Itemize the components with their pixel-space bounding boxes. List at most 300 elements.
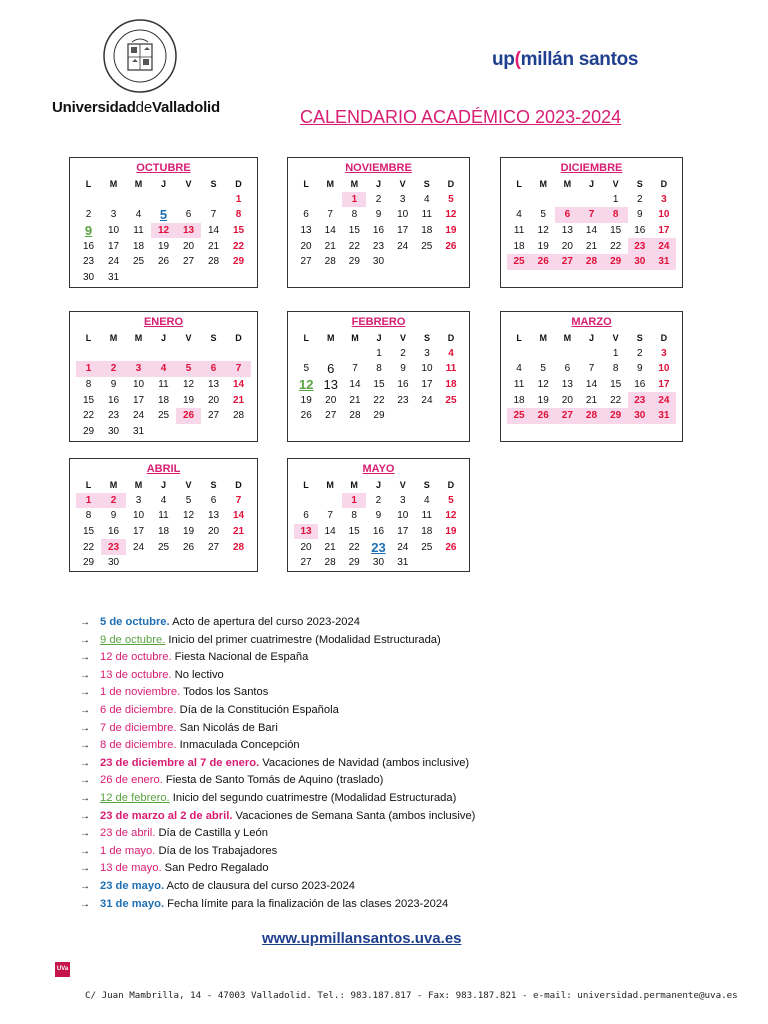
day-cell <box>176 192 201 208</box>
day-cell: 21 <box>585 394 598 406</box>
weekday-header: D <box>447 178 455 189</box>
day-cell: 23 <box>372 240 385 252</box>
event-date: 23 de abril. <box>100 827 156 840</box>
arrow-icon: → <box>80 704 90 716</box>
day-cell: 24 <box>132 410 145 422</box>
day-cell: 13 <box>207 510 220 522</box>
event-item <box>80 649 475 667</box>
event-date: 6 de diciembre. <box>100 703 177 716</box>
event-item <box>80 896 475 914</box>
day-cell: 26 <box>157 256 170 268</box>
day-cell: 9 <box>375 209 382 221</box>
day-cell <box>126 555 151 571</box>
page-title: CALENDARIO ACADÉMICO 2023-2024 <box>300 107 622 127</box>
event-description: Fecha límite para la finalización de las clases 2023-2024 <box>164 897 449 910</box>
footer-contact: C/ Juan Mambrilla, 14 - 47003 Valladolid. Tel.: 983.187.817 - Fax: 983.187.821 - e-mail: universidad.permanente@uva.es <box>85 990 738 1001</box>
day-cell: 15 <box>232 225 245 237</box>
day-cell <box>176 270 201 286</box>
day-cell: 26 <box>531 408 555 424</box>
day-cell: 15 <box>348 526 360 538</box>
day-cell: 22 <box>348 240 360 252</box>
month-calendar <box>287 157 470 288</box>
weekday-header: L <box>303 178 309 189</box>
day-cell: 1 <box>612 193 619 205</box>
day-cell <box>201 555 226 571</box>
day-cell <box>415 254 439 270</box>
day-cell: 7 <box>588 363 595 375</box>
website-link[interactable]: www.upmillansantos.uva.es <box>262 930 462 947</box>
day-cell: 24 <box>132 541 145 553</box>
day-cell: 2 <box>400 347 406 359</box>
event-item <box>80 684 475 702</box>
day-cell: 8 <box>604 207 628 223</box>
day-cell <box>176 555 201 571</box>
day-cell: 19 <box>537 240 549 252</box>
weekday-header: M <box>326 178 334 189</box>
day-cell: 1 <box>235 193 242 205</box>
day-cell: 14 <box>585 379 598 391</box>
day-cell: 27 <box>555 254 579 270</box>
day-cell: 3 <box>661 193 667 205</box>
weekday-header: D <box>235 479 242 490</box>
weekday-header: D <box>660 178 668 189</box>
day-cell: 24 <box>652 392 676 408</box>
event-item <box>80 843 475 861</box>
day-cell: 7 <box>327 209 333 221</box>
day-cell: 17 <box>658 379 670 391</box>
day-cell <box>343 346 367 362</box>
day-cell: 18 <box>445 379 457 391</box>
arrow-icon: → <box>80 880 90 892</box>
day-cell: 30 <box>107 557 120 569</box>
day-cell: 16 <box>372 225 385 237</box>
event-description: Día de Castilla y León <box>155 827 268 840</box>
day-cell: 10 <box>397 510 409 522</box>
arrow-icon: → <box>80 687 90 699</box>
event-item <box>80 755 475 773</box>
arrow-icon: → <box>80 863 90 875</box>
day-cell: 15 <box>82 394 95 406</box>
day-cell: 22 <box>232 240 245 252</box>
day-cell: 7 <box>210 209 217 221</box>
weekday-header: J <box>375 178 381 189</box>
weekday-header: M <box>109 178 118 189</box>
day-cell: 29 <box>604 408 628 424</box>
day-cell: 8 <box>612 363 619 375</box>
day-cell: 11 <box>445 363 457 375</box>
weekday-header: S <box>423 332 430 343</box>
day-cell: 9 <box>375 510 382 522</box>
day-cell: 30 <box>372 557 385 569</box>
event-description: Acto de clausura del curso 2023-2024 <box>164 879 355 892</box>
arrow-icon: → <box>80 652 90 664</box>
weekday-header: V <box>399 178 406 189</box>
event-date: 9 de octubre. <box>100 633 166 646</box>
day-cell: 28 <box>579 408 603 424</box>
day-cell <box>151 192 176 208</box>
month-name: FEBRERO <box>351 316 406 328</box>
day-cell <box>76 346 101 362</box>
weekday-header: L <box>516 332 522 343</box>
day-cell <box>151 346 176 362</box>
day-cell: 3 <box>424 347 430 359</box>
day-cell: 7 <box>235 494 242 506</box>
weekday-header: J <box>375 479 381 490</box>
event-date: 23 de diciembre al 7 de enero. <box>100 756 260 769</box>
day-cell: 25 <box>445 394 457 406</box>
day-cell <box>555 192 579 208</box>
day-cell: 14 <box>207 225 220 237</box>
day-cell: 9 <box>84 223 93 239</box>
day-cell: 10 <box>658 363 670 375</box>
day-cell: 25 <box>421 240 433 252</box>
day-cell <box>151 424 176 440</box>
day-cell: 8 <box>351 209 358 221</box>
weekday-header: S <box>636 332 643 343</box>
day-cell: 23 <box>397 394 409 406</box>
day-cell <box>226 555 251 571</box>
day-cell: 4 <box>516 209 522 221</box>
day-cell: 6 <box>327 361 335 377</box>
day-cell: 31 <box>107 271 120 283</box>
day-cell: 21 <box>232 526 245 538</box>
day-cell: 13 <box>561 379 573 391</box>
day-cell: 22 <box>373 394 385 406</box>
day-cell: 5 <box>303 363 310 375</box>
event-date: 1 de noviembre. <box>100 686 181 699</box>
day-cell: 16 <box>634 225 646 237</box>
day-cell: 17 <box>132 526 145 538</box>
weekday-header: L <box>303 332 309 343</box>
event-date: 23 de marzo al 2 de abril. <box>100 809 233 822</box>
day-cell: 11 <box>513 225 525 237</box>
day-cell: 22 <box>610 394 622 406</box>
day-cell: 20 <box>300 541 312 553</box>
day-cell: 28 <box>579 254 603 270</box>
day-cell <box>415 555 439 571</box>
weekday-header: M <box>109 479 118 490</box>
day-cell: 19 <box>445 526 457 538</box>
weekday-header: J <box>160 178 166 189</box>
day-cell: 29 <box>82 425 95 437</box>
weekday-header: M <box>563 178 572 189</box>
day-cell: 8 <box>85 379 92 391</box>
day-cell <box>201 270 226 286</box>
day-cell: 17 <box>397 526 409 538</box>
weekday-header: M <box>539 332 547 343</box>
day-cell: 14 <box>349 379 361 391</box>
day-cell: 1 <box>342 493 366 509</box>
day-cell: 28 <box>207 256 220 268</box>
weekday-header: J <box>160 479 166 490</box>
day-cell: 3 <box>399 494 406 506</box>
day-cell: 9 <box>400 363 406 375</box>
day-cell: 20 <box>325 394 337 406</box>
day-cell <box>531 192 555 208</box>
weekday-header: D <box>235 178 242 189</box>
day-cell: 23 <box>82 256 95 268</box>
weekday-header: V <box>612 178 619 189</box>
day-cell: 25 <box>421 541 433 553</box>
day-cell: 20 <box>207 394 220 406</box>
weekday-header: L <box>516 178 522 189</box>
day-cell: 6 <box>564 363 571 375</box>
day-cell: 3 <box>399 193 406 205</box>
weekday-header: V <box>399 479 406 490</box>
event-description: Inicio del primer cuatrimestre (Modalidad Estructurada) <box>165 633 441 646</box>
weekday-header: D <box>447 332 455 343</box>
day-cell: 15 <box>610 379 622 391</box>
day-cell: 12 <box>182 510 195 522</box>
day-cell: 24 <box>397 240 409 252</box>
arrow-icon: → <box>80 722 90 734</box>
university-name: UniversidaddeValladolid <box>52 99 220 116</box>
weekday-header: M <box>326 332 335 343</box>
month-calendar <box>287 458 470 572</box>
day-cell: 6 <box>303 510 309 522</box>
weekday-header: V <box>185 332 192 343</box>
day-cell: 5 <box>176 361 201 377</box>
event-date: 13 de mayo. <box>100 862 162 875</box>
day-cell: 30 <box>82 271 95 283</box>
event-item <box>80 878 475 896</box>
day-cell: 30 <box>628 408 652 424</box>
day-cell: 18 <box>513 394 525 406</box>
day-cell: 30 <box>372 256 385 268</box>
day-cell: 28 <box>232 541 245 553</box>
event-description: No lectivo <box>171 668 224 681</box>
day-cell <box>101 192 126 208</box>
day-cell: 26 <box>445 240 457 252</box>
day-cell: 4 <box>424 494 430 506</box>
day-cell: 17 <box>658 225 670 237</box>
day-cell: 13 <box>561 225 573 237</box>
day-cell: 20 <box>561 394 573 406</box>
day-cell: 27 <box>300 256 312 268</box>
brand-logo: up(millán santos <box>492 49 639 70</box>
day-cell <box>507 346 531 362</box>
event-description: Acto de apertura del curso 2023-2024 <box>169 616 360 628</box>
day-cell: 7 <box>327 510 333 522</box>
day-cell: 6 <box>303 209 309 221</box>
day-cell: 22 <box>82 410 95 422</box>
day-cell: 19 <box>445 225 457 237</box>
month-name: OCTUBRE <box>136 162 191 174</box>
day-cell <box>439 254 463 270</box>
day-cell: 9 <box>110 379 117 391</box>
day-cell <box>391 254 415 270</box>
arrow-icon: → <box>80 775 90 787</box>
day-cell: 27 <box>207 410 220 422</box>
month-calendar <box>69 157 258 288</box>
event-item <box>80 825 475 843</box>
month-name: MAYO <box>362 463 395 475</box>
day-cell: 7 <box>226 361 251 377</box>
event-description: San Nicolás de Bari <box>176 721 278 734</box>
day-cell: 16 <box>107 526 120 538</box>
arrow-icon: → <box>80 669 90 681</box>
day-cell <box>318 493 342 509</box>
day-cell: 21 <box>585 240 598 252</box>
day-cell: 1 <box>342 192 366 208</box>
arrow-icon: → <box>80 845 90 857</box>
day-cell: 13 <box>294 524 318 540</box>
event-description: Fiesta de Santo Tomás de Aquino (traslado) <box>162 774 384 787</box>
day-cell: 25 <box>507 254 531 270</box>
day-cell: 16 <box>397 379 409 391</box>
day-cell: 3 <box>110 209 117 221</box>
day-cell: 17 <box>397 225 409 237</box>
uva-logo: UVa <box>55 962 70 977</box>
month-name: ENERO <box>143 316 184 328</box>
event-date: 31 de mayo. <box>100 897 165 910</box>
event-description: Inicio del segundo cuatrimestre (Modalidad Estructurada) <box>169 791 457 804</box>
day-cell: 6 <box>210 494 217 506</box>
weekday-header: L <box>85 178 92 189</box>
day-cell: 8 <box>351 510 357 522</box>
day-cell: 30 <box>628 254 652 270</box>
day-cell: 26 <box>176 408 201 424</box>
day-cell: 15 <box>610 225 622 237</box>
day-cell: 21 <box>207 240 220 252</box>
day-cell: 21 <box>232 394 245 406</box>
day-cell: 20 <box>207 526 220 538</box>
weekday-header: M <box>109 332 118 343</box>
day-cell: 15 <box>348 225 360 237</box>
day-cell: 2 <box>101 361 126 377</box>
day-cell <box>126 192 151 208</box>
day-cell: 14 <box>324 225 336 237</box>
day-cell: 19 <box>182 394 195 406</box>
day-cell: 23 <box>628 392 652 408</box>
day-cell: 13 <box>300 225 312 237</box>
day-cell <box>151 270 176 286</box>
day-cell: 25 <box>157 541 170 553</box>
weekday-header: S <box>423 479 430 490</box>
day-cell: 18 <box>513 240 525 252</box>
day-cell: 7 <box>352 363 358 375</box>
day-cell: 25 <box>157 410 170 422</box>
weekday-header: D <box>235 332 242 343</box>
day-cell: 14 <box>324 526 336 538</box>
day-cell: 5 <box>448 494 454 506</box>
day-cell <box>531 346 555 362</box>
day-cell: 22 <box>610 240 622 252</box>
day-cell: 22 <box>348 541 360 553</box>
day-cell: 9 <box>110 510 117 522</box>
day-cell: 13 <box>323 377 338 393</box>
day-cell: 18 <box>421 225 433 237</box>
day-cell: 12 <box>299 377 314 393</box>
day-cell: 2 <box>375 193 382 205</box>
day-cell: 23 <box>371 539 386 555</box>
weekday-header: M <box>539 178 547 189</box>
weekday-header: L <box>85 332 92 343</box>
day-cell: 27 <box>207 541 220 553</box>
day-cell: 1 <box>612 347 619 359</box>
month-name: DICIEMBRE <box>560 162 623 174</box>
weekday-header: J <box>588 332 594 343</box>
event-date: 1 de mayo. <box>100 844 156 857</box>
day-cell: 31 <box>652 408 676 424</box>
day-cell: 4 <box>135 209 142 221</box>
event-date: 8 de diciembre. <box>100 739 177 752</box>
day-cell <box>151 555 176 571</box>
day-cell <box>507 192 531 208</box>
arrow-icon: → <box>80 740 90 752</box>
day-cell <box>294 493 318 509</box>
day-cell: 14 <box>585 225 598 237</box>
day-cell: 9 <box>636 363 643 375</box>
day-cell: 30 <box>107 425 120 437</box>
day-cell: 13 <box>176 223 201 239</box>
day-cell: 25 <box>507 408 531 424</box>
event-date: 23 de mayo. <box>100 879 165 892</box>
day-cell: 2 <box>85 209 92 221</box>
day-cell: 3 <box>126 361 151 377</box>
month-calendar <box>500 157 683 288</box>
day-cell: 31 <box>132 425 145 437</box>
day-cell: 28 <box>324 256 336 268</box>
weekday-header: S <box>423 178 430 189</box>
day-cell: 4 <box>160 494 167 506</box>
day-cell: 16 <box>372 526 385 538</box>
day-cell <box>439 408 463 424</box>
day-cell <box>391 408 415 424</box>
day-cell: 14 <box>232 379 245 391</box>
event-item <box>80 720 475 738</box>
weekday-header: S <box>210 178 217 189</box>
day-cell: 20 <box>561 240 573 252</box>
event-item <box>80 808 475 826</box>
day-cell: 27 <box>555 408 579 424</box>
day-cell: 28 <box>232 410 245 422</box>
day-cell: 1 <box>76 361 101 377</box>
day-cell: 8 <box>85 510 92 522</box>
day-cell <box>318 346 342 362</box>
event-description: Vacaciones de Navidad (ambos inclusive) <box>259 756 470 769</box>
event-date: 12 de febrero. <box>100 791 170 804</box>
day-cell <box>555 346 579 362</box>
day-cell: 3 <box>661 347 667 359</box>
weekday-header: V <box>399 332 406 343</box>
day-cell <box>579 192 603 208</box>
day-cell: 16 <box>634 379 646 391</box>
day-cell: 20 <box>182 240 195 252</box>
day-cell: 4 <box>423 193 430 205</box>
day-cell: 5 <box>540 363 546 375</box>
day-cell: 11 <box>133 225 144 237</box>
day-cell: 8 <box>376 363 382 375</box>
day-cell: 15 <box>82 526 95 538</box>
day-cell: 10 <box>397 209 409 221</box>
day-cell: 23 <box>107 410 120 422</box>
month-name: MARZO <box>571 316 612 328</box>
arrow-icon: → <box>80 898 90 910</box>
weekday-header: S <box>210 332 217 343</box>
day-cell: 2 <box>636 347 643 359</box>
day-cell <box>226 346 251 362</box>
day-cell: 11 <box>421 510 432 522</box>
weekday-header: J <box>376 332 382 343</box>
day-cell: 24 <box>421 394 433 406</box>
day-cell <box>176 346 201 362</box>
day-cell: 31 <box>397 557 409 569</box>
day-cell: 26 <box>182 541 195 553</box>
arrow-icon: → <box>80 617 90 628</box>
weekday-header: S <box>636 178 643 189</box>
event-item <box>80 790 475 808</box>
